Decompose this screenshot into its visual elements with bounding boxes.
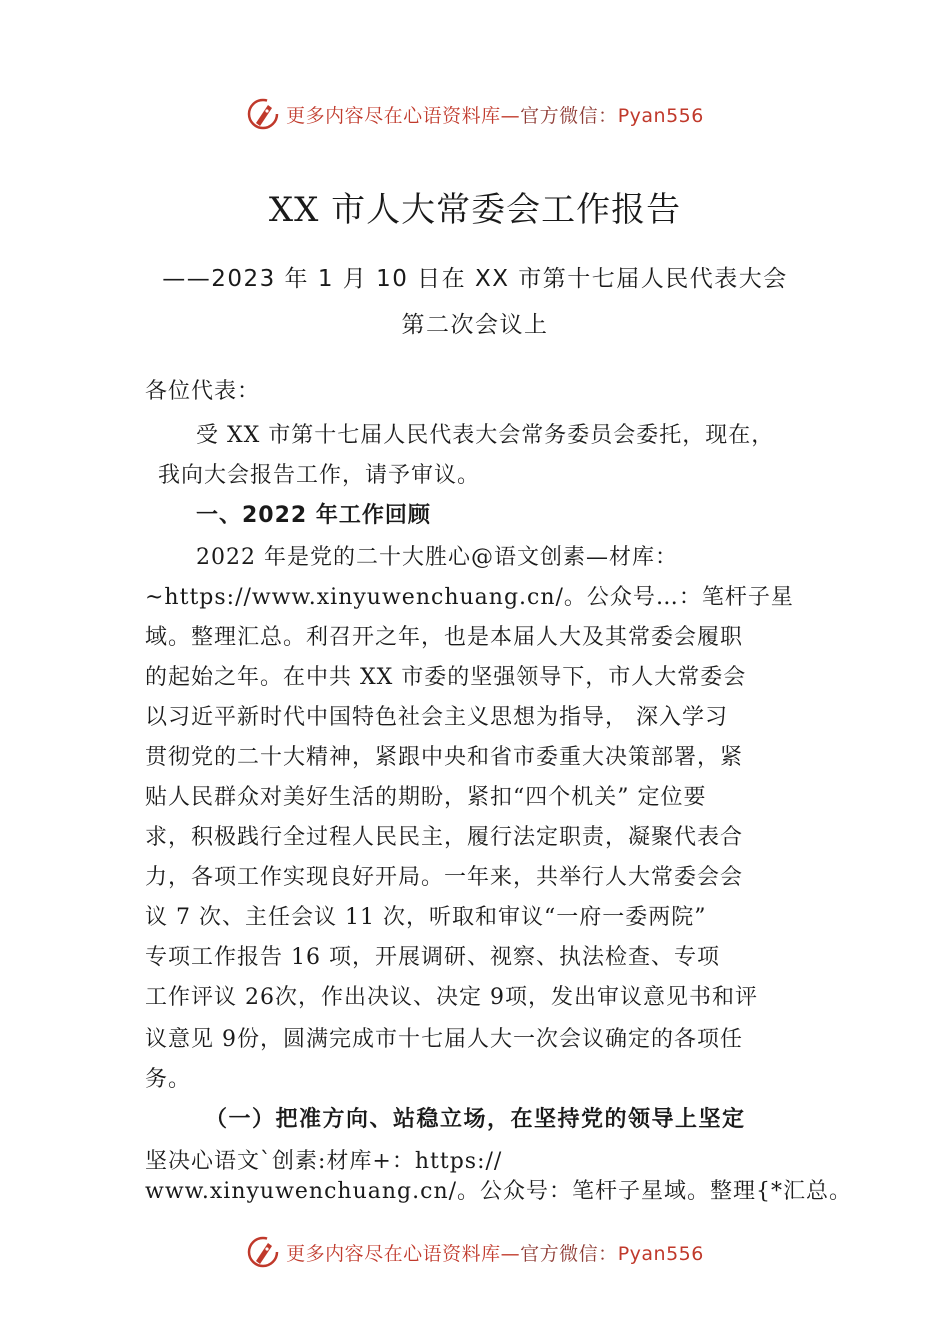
watermark-text: 更多内容尽在心语资料库—官方微信：Pyan556 [286, 104, 704, 127]
paragraph-line: 2022 年是党的二十大胜心@语文创素—材库： [196, 545, 678, 570]
intro-line-1: 受 XX 市第十七届人民代表大会常务委员会委托，现在， [196, 423, 775, 448]
tail-line-1: 坚决心语文`创素:材库+：https:// [145, 1149, 503, 1174]
watermark-banner-bottom [0, 1232, 950, 1272]
paragraph-line: 议 7 次、主任会议 11 次，听取和审议“一府一委两院” [145, 905, 707, 930]
paragraph-line: 贯彻党的二十大精神，紧跟中央和省市委重大决策部署，紧 [145, 745, 744, 770]
paragraph-line: 专项工作报告 16 项，开展调研、视察、执法检查、专项 [145, 945, 720, 970]
salutation: 各位代表： [145, 379, 261, 404]
watermark-banner-top [0, 94, 950, 134]
watermark-text: 更多内容尽在心语资料库—官方微信：Pyan556 [286, 1242, 704, 1265]
paragraph-line: ~https://www.xinyuwenchuang.cn/。公众号…：笔杆子星 [145, 585, 794, 610]
tail-line-2: www.xinyuwenchuang.cn/。公众号：笔杆子星域。整理{*汇总。 [145, 1179, 853, 1204]
paragraph-line: 务。 [145, 1067, 192, 1092]
paragraph-line: 工作评议 26次，作出决议、决定 9项，发出审议意见书和评 [145, 985, 758, 1010]
paragraph-line: 求，积极践行全过程人民民主，履行法定职责，凝聚代表合 [145, 825, 744, 850]
document-title: XX 市人大常委会工作报告 [268, 190, 682, 230]
section-heading: 一、2022 年工作回顾 [196, 503, 431, 528]
paragraph-line: 议意见 9份，圆满完成市十七届人大一次会议确定的各项任 [145, 1027, 743, 1052]
paragraph-line: 贴人民群众对美好生活的期盼，紧扣“四个机关” 定位要 [145, 785, 707, 810]
paragraph-line: 以习近平新时代中国特色社会主义思想为指导， 深入学习 [145, 705, 728, 730]
document-subtitle-line2: 第二次会议上 [401, 312, 549, 338]
paragraph-line: 的起始之年。在中共 XX 市委的坚强领导下，市人大常委会 [145, 665, 747, 690]
paragraph-line: 力，各项工作实现良好开局。一年来，共举行人大常委会会 [145, 865, 744, 890]
intro-line-2: 我向大会报告工作，请予审议。 [158, 463, 481, 488]
subsection-heading: （一）把准方向、站稳立场，在坚持党的领导上坚定 [205, 1107, 746, 1132]
pen-nib-logo-icon [246, 1235, 280, 1269]
paragraph-line: 域。整理汇总。利召开之年，也是本届人大及其常委会履职 [145, 625, 744, 650]
pen-nib-logo-icon [246, 97, 280, 131]
document-subtitle-line1: ——2023 年 1 月 10 日在 XX 市第十七届人民代表大会 [162, 266, 788, 292]
